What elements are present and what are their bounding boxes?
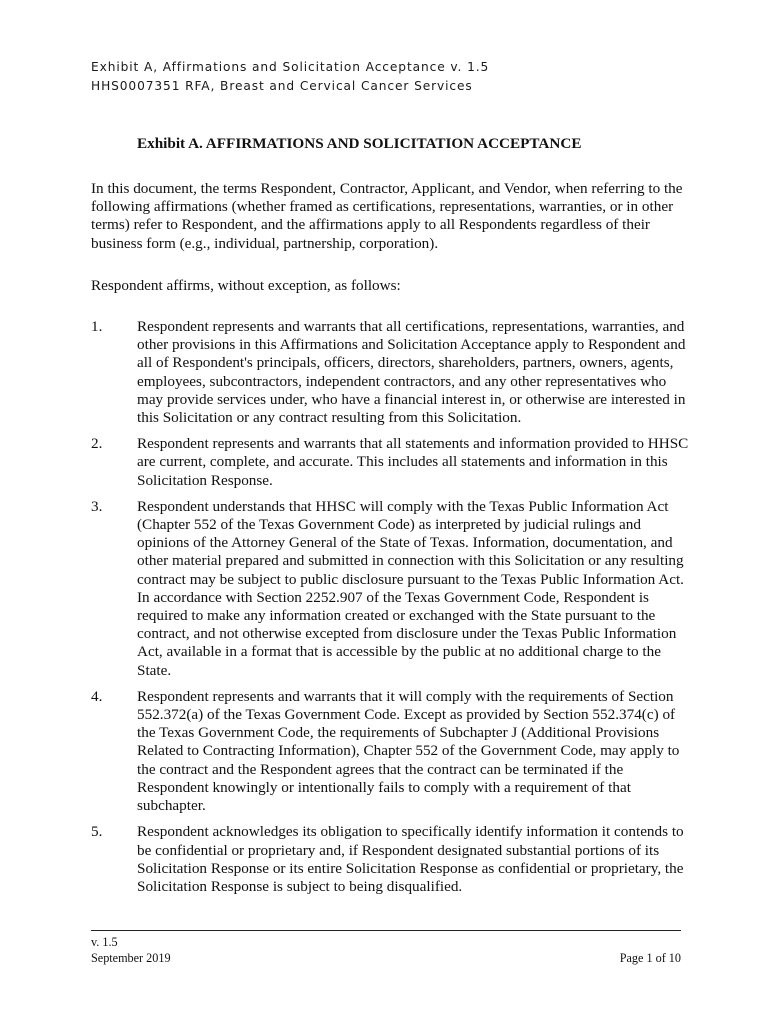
item-text: Respondent acknowledges its obligation to specifically identify information it contends to be confidential or proprietary and, if Respondent designated substantial portions of its Solicitation Response or its entire Solicitation Response as confidential or proprietary, the Solicitation Response is subject to being disqualified.: [137, 823, 684, 895]
footer-divider: [91, 930, 681, 931]
item-text: Respondent represents and warrants that it will comply with the requirements of Section 552.372(a) of the Texas Government Code. Except as provided by Section 552.374(c) of the Texas Government Code, the requirements of Subchapter J (Additional Provisions Related to Contracting Information), Chapter 552 of the Government Code, may apply to the contract and the Respondent agrees that the contract can be terminated if the Respondent knowingly or intentionally fails to comply with a requirement of that subchapter.: [137, 687, 680, 815]
item-number: 3.: [91, 497, 103, 515]
intro-paragraph: In this document, the terms Respondent, Contractor, Applicant, and Vendor, when referring to the following affirmations (whether framed as certifications, representations, warranties, or in other terms) refer to Respondent, and the affirmations apply to all Respondents regardless of their business form (e.g., individual, partnership, corporation).: [91, 180, 683, 252]
header-line-2: HHS0007351 RFA, Breast and Cervical Cancer Services: [91, 79, 473, 93]
affirm-line: Respondent affirms, without exception, as follows:: [91, 276, 401, 294]
item-text: Respondent represents and warrants that all statements and information provided to HHSC are current, complete, and accurate. This includes all statements and information in this Solicitation Response.: [137, 435, 689, 489]
list-item: [91, 498, 691, 680]
list-item: [91, 318, 691, 427]
item-text: Respondent represents and warrants that all certifications, representations, warranties, and other provisions in this Affirmations and Solicitation Acceptance apply to Respondent and all of Respondent's principals, officers, directors, shareholders, partners, owners, agents, employees, subcontractors, independent contractors, and any other representatives who may provide services under, who have a financial interest in, or otherwise are interested in this Solicitation or any contract resulting from this Solicitation.: [137, 318, 686, 427]
page-number: Page 1 of 10: [619, 951, 681, 965]
affirmation-list: [91, 318, 691, 896]
header-line-1: Exhibit A, Affirmations and Solicitation Acceptance v. 1.5: [91, 60, 490, 74]
footer-date: September 2019: [91, 951, 171, 965]
item-number: 5.: [91, 823, 103, 841]
footer-version: v. 1.5: [91, 935, 118, 949]
list-item: [91, 435, 691, 490]
item-number: 4.: [91, 687, 103, 705]
list-item: [91, 823, 691, 896]
document-body: [91, 134, 691, 904]
item-text: Respondent understands that HHSC will comply with the Texas Public Information Act (Chapter 552 of the Texas Government Code) as interpreted by judicial rulings and opinions of the Attorney General of the State of Texas. Information, documentation, and other material prepared and submitted in connection with this Solicitation or any resulting contract may be subject to public disclosure pursuant to the Texas Public Information Act. In accordance with Section 2252.907 of the Texas Government Code, Respondent is required to make any information created or exchanged with the State pursuant to the contract, and not otherwise excepted from disclosure under the Texas Public Information Act, available in a format that is accessible by the public at no additional charge to the State.: [137, 497, 684, 679]
page-title: Exhibit A. AFFIRMATIONS AND SOLICITATION ACCEPTANCE: [137, 135, 582, 152]
footer-version-block: [91, 934, 171, 966]
item-number: 2.: [91, 435, 103, 453]
item-number: 1.: [91, 318, 103, 336]
list-item: [91, 688, 691, 815]
document-header: [91, 58, 489, 96]
